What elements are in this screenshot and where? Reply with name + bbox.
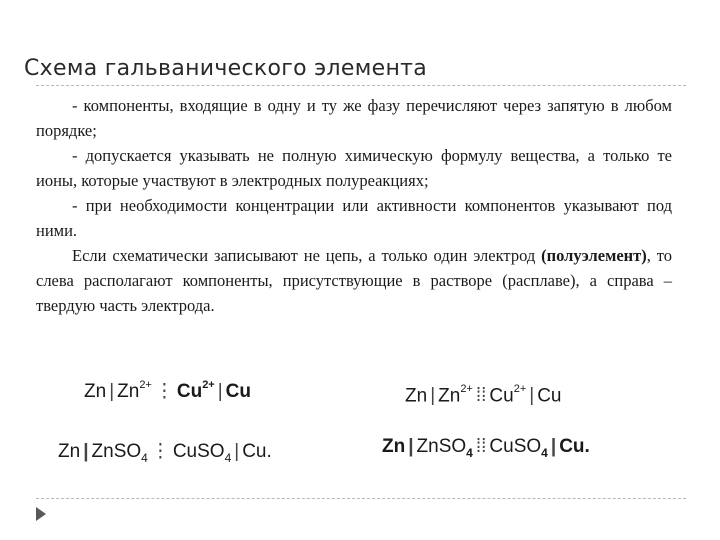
paragraph-4-bold: (полуэлемент) bbox=[541, 246, 647, 265]
formula-2-cathode: Cu bbox=[537, 385, 562, 407]
formula-2-charge-2: 2+ bbox=[513, 383, 527, 395]
formula-3-salt-2: CuSO bbox=[172, 441, 225, 462]
paragraph-4-lead: Если схематически записывают не цепь, а только один электрод bbox=[72, 246, 536, 265]
formula-4-index-1: 4 bbox=[466, 445, 473, 460]
formula-3-cathode: Cu. bbox=[242, 441, 272, 462]
formula-2-bar-2: | bbox=[529, 385, 535, 407]
formula-1 bbox=[84, 380, 251, 403]
formula-4-salt-2: CuSO bbox=[489, 436, 542, 457]
formula-3 bbox=[58, 440, 272, 465]
bottom-divider bbox=[36, 498, 686, 499]
top-divider bbox=[36, 85, 686, 86]
body-text bbox=[36, 93, 672, 318]
formula-4 bbox=[382, 436, 590, 460]
formula-3-index-1: 4 bbox=[141, 450, 148, 465]
paragraph-4 bbox=[36, 243, 672, 318]
formula-4-cathode: Cu. bbox=[559, 436, 590, 457]
formula-4-bar-2: | bbox=[550, 436, 557, 457]
formula-2-ion-2: Cu bbox=[489, 385, 514, 407]
formula-2 bbox=[405, 385, 562, 407]
formula-3-anode: Zn bbox=[58, 441, 81, 462]
slide-title: Схема гальванического элемента bbox=[24, 56, 428, 81]
formula-2-bridge: ⁞⁞ bbox=[475, 385, 487, 407]
formula-1-bar-1: | bbox=[109, 381, 115, 402]
formula-3-bridge: ⋮ bbox=[150, 441, 170, 462]
formula-1-ion-2: Cu bbox=[176, 381, 203, 402]
paragraph-2: - допускается указывать не полную химическую формулу вещества, а только те ионы, которые участвуют в электродных полуреакциях; bbox=[36, 146, 672, 190]
formula-3-salt-1: ZnSO bbox=[91, 441, 142, 462]
paragraph-1: - компоненты, входящие в одну и ту же фазу перечисляют через запятую в любом порядке; bbox=[36, 96, 672, 140]
formula-3-bar-1: | bbox=[83, 441, 89, 462]
paragraph-3: - при необходимости концентрации или активности компонентов указывают под ними. bbox=[36, 196, 672, 240]
formula-1-bar-2: | bbox=[217, 381, 223, 402]
formula-1-charge-2: 2+ bbox=[202, 378, 215, 391]
formula-4-anode: Zn bbox=[382, 436, 406, 457]
formula-1-charge-1: 2+ bbox=[139, 378, 152, 391]
paragraph-4-tail: , то слева располагают компоненты, присутствующие в растворе (расплаве), а справа – твердую часть электрода. bbox=[36, 246, 672, 315]
triangle-bullet-icon bbox=[36, 507, 46, 521]
formula-2-charge-1: 2+ bbox=[460, 383, 473, 395]
formula-1-cathode: Cu bbox=[225, 381, 251, 402]
formula-4-bridge: ⁞⁞ bbox=[475, 436, 487, 457]
formula-2-bar-1: | bbox=[430, 385, 436, 407]
formula-3-index-2: 4 bbox=[224, 450, 232, 465]
formula-4-bar-1: | bbox=[408, 436, 414, 457]
formula-1-anode: Zn bbox=[84, 381, 107, 402]
formula-2-anode: Zn bbox=[405, 385, 428, 407]
formula-4-index-2: 4 bbox=[541, 445, 548, 460]
formula-4-salt-1: ZnSO bbox=[416, 436, 467, 457]
formula-1-bridge: ⋮ bbox=[154, 381, 174, 402]
formula-1-ion-1: Zn bbox=[117, 381, 140, 402]
formula-3-bar-2: | bbox=[234, 441, 240, 462]
formula-2-ion-1: Zn bbox=[438, 385, 461, 407]
